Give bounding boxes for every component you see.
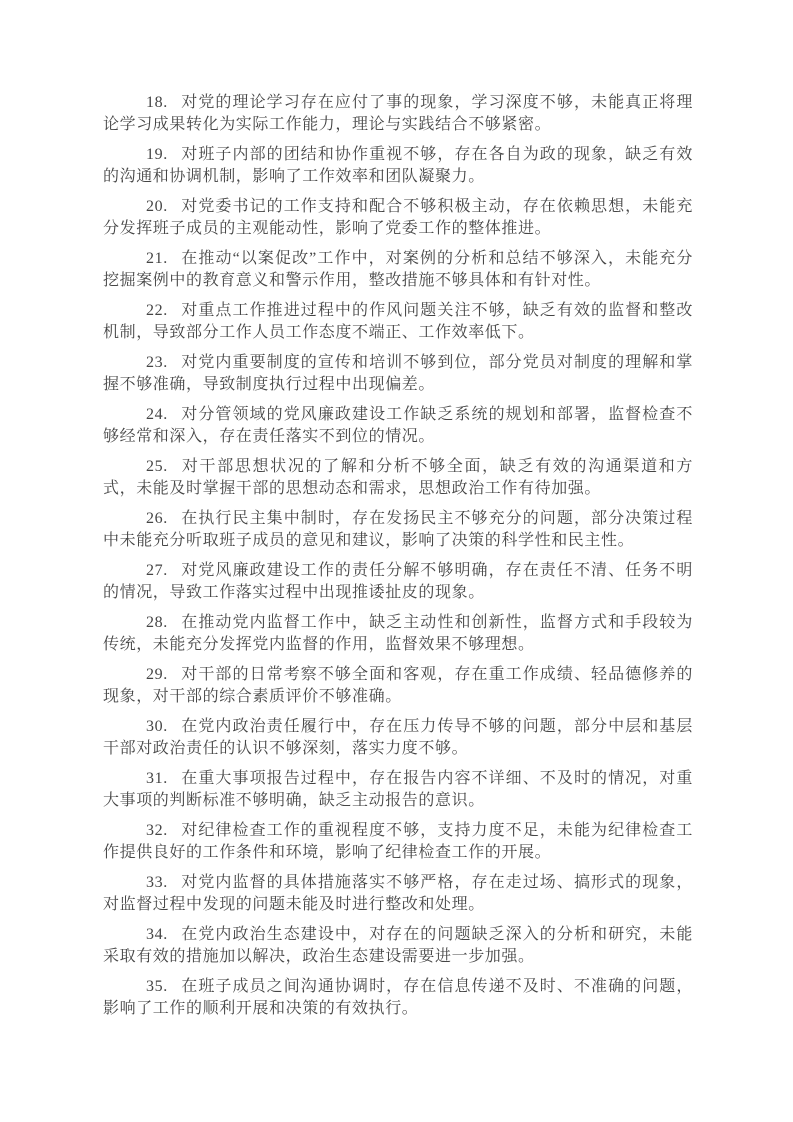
paragraph-text: 对党内重要制度的宣传和培训不够到位，部分党员对制度的理解和掌握不够准确，导致制度执行过程中出现偏差。 bbox=[103, 354, 693, 393]
paragraph bbox=[103, 92, 693, 136]
paragraph bbox=[103, 820, 693, 864]
paragraph-number: 25. bbox=[146, 458, 168, 475]
paragraph bbox=[103, 716, 693, 760]
paragraph-text: 对干部思想状况的了解和分析不够全面，缺乏有效的沟通渠道和方式，未能及时掌握干部的思想动态和需求，思想政治工作有待加强。 bbox=[103, 458, 693, 497]
paragraph bbox=[103, 144, 693, 188]
paragraph-text: 在党内政治责任履行中，存在压力传导不够的问题，部分中层和基层干部对政治责任的认识不够深刻，落实力度不够。 bbox=[103, 718, 693, 757]
paragraph-number: 35. bbox=[146, 978, 168, 995]
paragraph bbox=[103, 768, 693, 812]
paragraph-number: 33. bbox=[146, 874, 168, 891]
paragraph-number: 23. bbox=[146, 354, 168, 371]
paragraph-text: 对党风廉政建设工作的责任分解不够明确，存在责任不清、任务不明的情况，导致工作落实过程中出现推诿扯皮的现象。 bbox=[103, 562, 693, 601]
paragraph bbox=[103, 196, 693, 240]
paragraph-text: 在重大事项报告过程中，存在报告内容不详细、不及时的情况，对重大事项的判断标准不够明确，缺乏主动报告的意识。 bbox=[103, 770, 693, 809]
paragraph-number: 26. bbox=[146, 510, 168, 527]
paragraph bbox=[103, 300, 693, 344]
paragraph bbox=[103, 664, 693, 708]
paragraph-number: 34. bbox=[146, 926, 168, 943]
paragraph-text: 对纪律检查工作的重视程度不够，支持力度不足，未能为纪律检查工作提供良好的工作条件和环境，影响了纪律检查工作的开展。 bbox=[103, 822, 693, 861]
paragraph-text: 对党内监督的具体措施落实不够严格，存在走过场、搞形式的现象，对监督过程中发现的问题未能及时进行整改和处理。 bbox=[103, 874, 693, 913]
paragraph-text: 对党的理论学习存在应付了事的现象，学习深度不够，未能真正将理论学习成果转化为实际工作能力，理论与实践结合不够紧密。 bbox=[103, 94, 693, 133]
paragraph bbox=[103, 352, 693, 396]
paragraph-text: 在执行民主集中制时，存在发扬民主不够充分的问题，部分决策过程中未能充分听取班子成员的意见和建议，影响了决策的科学性和民主性。 bbox=[103, 510, 693, 549]
paragraph-number: 20. bbox=[146, 198, 168, 215]
paragraph bbox=[103, 872, 693, 916]
paragraph bbox=[103, 508, 693, 552]
paragraph-number: 22. bbox=[146, 302, 168, 319]
paragraph bbox=[103, 560, 693, 604]
paragraph-number: 24. bbox=[146, 406, 168, 423]
paragraph-text: 对干部的日常考察不够全面和客观，存在重工作成绩、轻品德修养的现象，对干部的综合素质评价不够准确。 bbox=[103, 666, 693, 705]
paragraph-text: 在推动党内监督工作中，缺乏主动性和创新性，监督方式和手段较为传统，未能充分发挥党内监督的作用，监督效果不够理想。 bbox=[103, 614, 693, 653]
paragraph bbox=[103, 924, 693, 968]
paragraph-text: 在推动“以案促改”工作中，对案例的分析和总结不够深入，未能充分挖掘案例中的教育意义和警示作用，整改措施不够具体和有针对性。 bbox=[103, 250, 693, 289]
paragraph-text: 在党内政治生态建设中，对存在的问题缺乏深入的分析和研究，未能采取有效的措施加以解决，政治生态建设需要进一步加强。 bbox=[103, 926, 693, 965]
paragraph-number: 32. bbox=[146, 822, 168, 839]
paragraph-number: 19. bbox=[146, 146, 168, 163]
paragraph bbox=[103, 404, 693, 448]
paragraph-text: 对重点工作推进过程中的作风问题关注不够，缺乏有效的监督和整改机制，导致部分工作人员工作态度不端正、工作效率低下。 bbox=[103, 302, 693, 341]
paragraph-text: 对党委书记的工作支持和配合不够积极主动，存在依赖思想，未能充分发挥班子成员的主观能动性，影响了党委工作的整体推进。 bbox=[103, 198, 693, 237]
paragraph-number: 21. bbox=[146, 250, 168, 267]
paragraph-text: 在班子成员之间沟通协调时，存在信息传递不及时、不准确的问题，影响了工作的顺利开展和决策的有效执行。 bbox=[103, 978, 693, 1017]
paragraph-number: 18. bbox=[146, 94, 168, 111]
paragraph bbox=[103, 248, 693, 292]
paragraph-number: 30. bbox=[146, 718, 168, 735]
paragraph-number: 31. bbox=[146, 770, 168, 787]
paragraph-number: 27. bbox=[146, 562, 168, 579]
paragraph bbox=[103, 976, 693, 1020]
paragraph-number: 28. bbox=[146, 614, 168, 631]
paragraph bbox=[103, 456, 693, 500]
paragraph-text: 对班子内部的团结和协作重视不够，存在各自为政的现象，缺乏有效的沟通和协调机制，影响了工作效率和团队凝聚力。 bbox=[103, 146, 693, 185]
paragraph-number: 29. bbox=[146, 666, 168, 683]
paragraph bbox=[103, 612, 693, 656]
paragraph-text: 对分管领域的党风廉政建设工作缺乏系统的规划和部署，监督检查不够经常和深入，存在责任落实不到位的情况。 bbox=[103, 406, 693, 445]
